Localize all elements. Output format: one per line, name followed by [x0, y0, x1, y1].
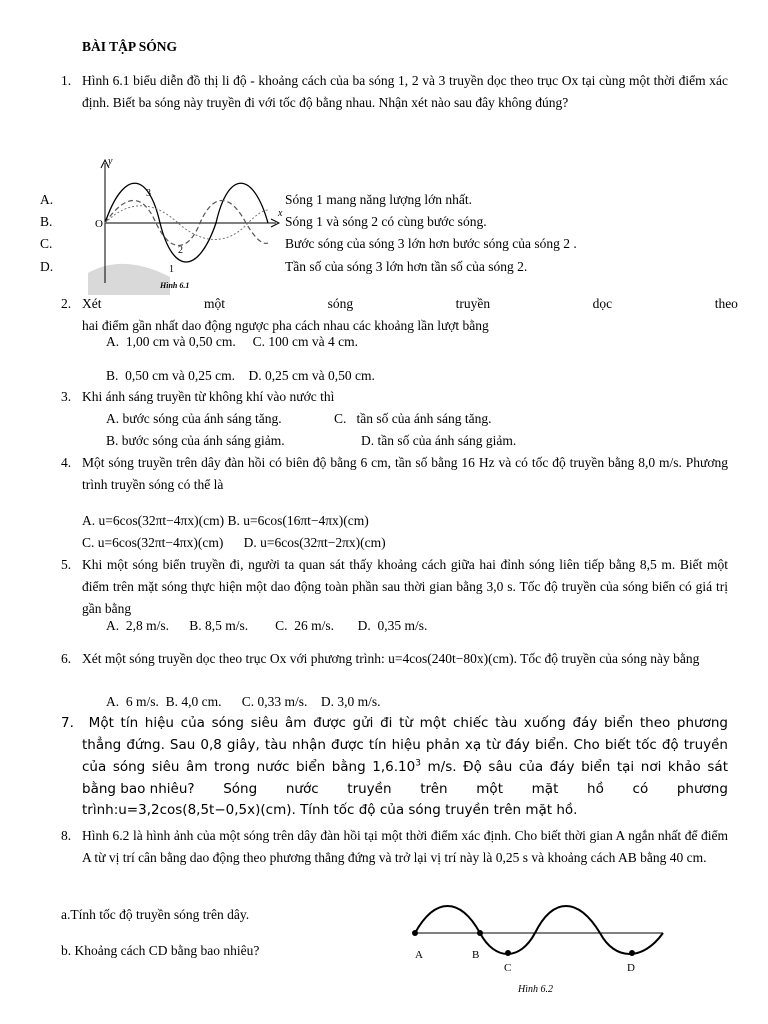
q3-option-a: A. bước sóng của ánh sáng tăng.: [106, 411, 282, 426]
q7-word: Sóng: [223, 781, 258, 797]
q7-word: trên: [420, 781, 448, 797]
q1-option-a-text: Sóng 1 mang năng lượng lớn nhất.: [285, 192, 472, 207]
q7-number: 7.: [61, 715, 74, 731]
q1-text: Hình 6.1 biểu diễn đồ thị li độ - khoảng cách của ba sóng 1, 2 và 3 truyền dọc theo trục Ox tại cùng một thời điểm xác định. Biết ba sóng này truyền đi với tốc độ bằng nhau. Nhận xét nào sau đây không đúng?: [82, 73, 728, 110]
q8-number: 8.: [61, 828, 72, 843]
q1-option-b-label: B.: [40, 214, 53, 229]
q7-word: một: [476, 781, 503, 797]
x-axis-label: x: [278, 208, 283, 219]
q1-option-b-text: Sóng 1 và sóng 2 có cùng bước sóng.: [285, 214, 487, 229]
q7-word: có: [632, 781, 649, 797]
point-d-label: D: [627, 962, 635, 974]
page-title: BÀI TẬP SÓNG: [82, 39, 178, 54]
q7-line3-a: của sóng siêu âm trong nước biển bằng 1,6.10: [82, 759, 416, 775]
q7-word: bằng bao nhiêu?: [82, 781, 195, 797]
curve-label-2: 2: [178, 245, 183, 256]
point-c-dot: [505, 950, 511, 956]
q7-line2: thẳng đứng. Sau 0,8 giây, tàu nhận được tín hiệu phản xạ từ đáy biển. Cho biết tốc độ truyền: [82, 737, 728, 753]
q3-option-c: C. tần số của ánh sáng tăng.: [334, 411, 492, 426]
q6-number: 6.: [61, 651, 72, 666]
curve-label-3: 3: [146, 188, 151, 199]
q7-line1: Một tín hiệu của sóng siêu âm được gửi đi từ một chiếc tàu xuống đáy biển theo phương: [82, 715, 728, 731]
q3-text: Khi ánh sáng truyền từ không khí vào nước thì: [82, 389, 335, 404]
q7-line5: trình:u=3,2cos(8,5t−0,5x)(cm). Tính tốc độ của sóng truyền trên mặt hồ.: [82, 802, 578, 818]
q2-word: một: [204, 296, 226, 311]
q2-word: dọc: [592, 296, 613, 311]
q4-number: 4.: [61, 455, 72, 470]
q3-option-b: B. bước sóng của ánh sáng giảm.: [106, 433, 285, 448]
q2-word: sóng: [327, 296, 354, 311]
y-axis-label: y: [108, 156, 113, 167]
q1-number: 1.: [61, 73, 72, 88]
q2-word: Xét: [82, 296, 102, 311]
figure-6-1: [88, 155, 284, 295]
q1-option-d-text: Tần số của sóng 3 lớn hơn tần số của sóng 2.: [285, 259, 528, 274]
q7-word: mặt: [531, 781, 559, 797]
q4-options-row1: A. u=6cos(32πt−4πx)(cm) B. u=6cos(16πt−4πx)(cm): [82, 513, 369, 528]
curve-label-1: 1: [169, 264, 174, 275]
q7-word: truyền: [347, 781, 392, 797]
q7-exponent: 3: [415, 758, 421, 769]
origin-label: O: [95, 218, 103, 230]
q2-word: truyền: [455, 296, 491, 311]
q7-word: phương: [676, 781, 728, 797]
q8-text: Hình 6.2 là hình ảnh của một sóng trên dây đàn hồi tại một thời điểm xác định. Cho biết thời gian A ngắn nhất để điểm A từ vị trí cân bằng dao động theo phương thẳng đứng và trở lại vị trí này là 0,25 s và khoảng cách AB bằng 40 cm.: [82, 828, 728, 865]
q3-option-d: D. tần số của ánh sáng giảm.: [361, 433, 517, 448]
q2-options-row1: A. 1,00 cm và 0,50 cm. C. 100 cm và 4 cm.: [106, 334, 358, 349]
point-b-label: B: [472, 949, 480, 961]
q1-option-d-label: D.: [40, 259, 54, 274]
q7-line4: [82, 779, 728, 801]
q1-option-c-text: Bước sóng của sóng 3 lớn hơn bước sóng của sóng 2 .: [285, 236, 577, 251]
point-a-label: A: [415, 949, 423, 961]
q4-text: Một sóng truyền trên dây đàn hồi có biên độ bằng 6 cm, tần số bằng 16 Hz và có tốc độ truyền bằng 8,0 m/s. Phương trình truyền sóng có thể là: [82, 455, 728, 492]
q2-line2: hai điểm gần nhất dao động ngược pha cách nhau các khoảng lần lượt bằng: [82, 318, 489, 333]
point-c-label: C: [504, 962, 512, 974]
point-a-dot: [412, 930, 418, 936]
point-b-dot: [477, 930, 483, 936]
q7-line3: [82, 757, 728, 779]
q6-options: A. 6 m/s. B. 4,0 cm. C. 0,33 m/s. D. 3,0 m/s.: [106, 694, 381, 709]
q3-number: 3.: [61, 389, 72, 404]
q5-number: 5.: [61, 557, 72, 572]
q1-option-a-label: A.: [40, 192, 54, 207]
q5-options: A. 2,8 m/s. B. 8,5 m/s. C. 26 m/s. D. 0,35 m/s.: [106, 618, 428, 633]
q2-number: 2.: [61, 296, 72, 311]
q6-text: Xét một sóng truyền dọc theo trục Ox với phương trình: u=4cos(240t−80x)(cm). Tốc độ truyền của sóng này bằng: [82, 651, 700, 666]
string-wave: [415, 906, 663, 954]
q2-word: theo: [714, 296, 738, 311]
point-d-dot: [629, 950, 635, 956]
q4-options-row2: C. u=6cos(32πt−4πx)(cm) D. u=6cos(32πt−2πx)(cm): [82, 535, 386, 550]
q5-text: Khi một sóng biển truyền đi, người ta quan sát thấy khoảng cách giữa hai đỉnh sóng liên tiếp bằng 8,5 m. Biết một điểm trên mặt sóng thực hiện một dao động toàn phần sau thời gian bằng 3,0 s. Tốc độ truyền của sóng biển có giá trị gần bằng: [82, 557, 728, 616]
q7-line3-b: m/s. Độ sâu của đáy biển tại nơi khảo sát: [420, 759, 728, 775]
q7-word: hồ: [587, 781, 604, 797]
q1-option-c-label: C.: [40, 236, 53, 251]
q2-options-row2: B. 0,50 cm và 0,25 cm. D. 0,25 cm và 0,50 cm.: [106, 368, 375, 383]
q8-part-a: a.Tính tốc độ truyền sóng trên dây.: [61, 907, 250, 922]
q2-line1: [82, 293, 738, 315]
figure-6-2-caption: Hình 6.2: [518, 984, 553, 995]
figure-6-2: [405, 905, 675, 1000]
figure-6-1-background-blot: [88, 264, 170, 295]
q7-word: nước: [285, 781, 319, 797]
figure-6-1-caption: Hình 6.1: [160, 281, 190, 290]
q8-part-b: b. Khoảng cách CD bằng bao nhiêu?: [61, 943, 260, 958]
